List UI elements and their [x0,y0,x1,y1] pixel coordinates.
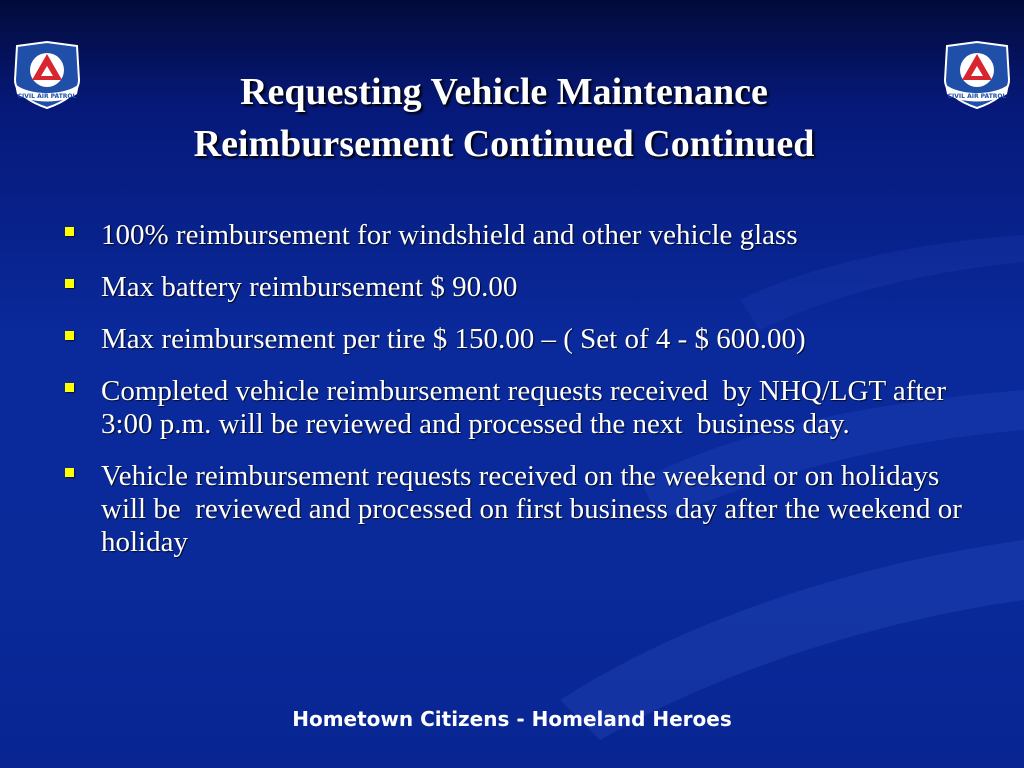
bullet-text: Completed vehicle reimbursement requests received by NHQ/LGT after 3:00 p.m. will be reviewed and processed the next business day. [101,375,954,440]
bullet-list [62,219,970,578]
bullet-text: Max reimbursement per tire $ 150.00 – ( Set of 4 - $ 600.00) [101,323,806,355]
svg-text:CIVIL AIR PATROL: CIVIL AIR PATROL [947,93,1007,100]
bullet-text: Vehicle reimbursement requests received on the weekend or on holidays will be reviewed and processed on first business day after the weekend or holiday [101,460,970,558]
slide-title-line-2: Reimbursement Continued Continued [193,123,815,165]
bullet-item [62,375,962,441]
bullet-item [62,219,962,252]
svg-text:CIVIL AIR PATROL: CIVIL AIR PATROL [17,93,77,100]
bullet-item [62,271,962,304]
square-bullet-icon [65,279,74,288]
slide-title [100,66,908,170]
bullet-item [62,323,962,356]
slide-footer: Hometown Citizens - Homeland Heroes [292,707,732,731]
bullet-text: Max battery reimbursement $ 90.00 [101,271,518,303]
square-bullet-icon [65,331,74,340]
square-bullet-icon [65,383,74,392]
bullet-item [62,460,970,559]
civil-air-patrol-logo-right [939,40,1015,110]
square-bullet-icon [65,227,74,236]
slide-title-line-1: Requesting Vehicle Maintenance [240,71,768,113]
bullet-text: 100% reimbursement for windshield and other vehicle glass [101,219,798,251]
square-bullet-icon [65,468,74,477]
civil-air-patrol-logo-left [9,40,85,110]
